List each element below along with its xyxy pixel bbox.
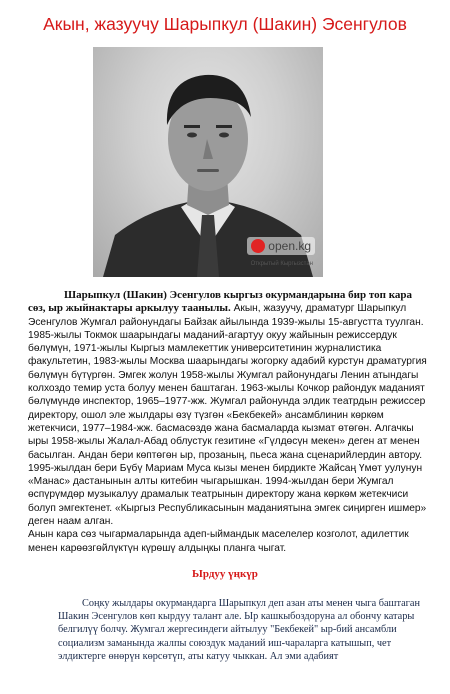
article-paragraph: Соңку жылдары окурмандарга Шарыпкул деп азан аты менен чыга баштаган Шакин Эсенгулов көп кырдуу талант але. Ыр кашкыбоздоруна ал обончу катары белгилүү болчу. Жумгал жергесиндеги айтылуу "Бекбекей" ыр-бий ансамбли социализм заманында жалпы союздук маданий иш-чараларга катышып, чет элдиктерге өнөрүн көрсөтүп, аты катуу чыккан. Ал эми адабият [58,598,420,662]
open-kg-icon [251,239,265,253]
section-title: Ырдуу үңкүр [192,568,258,580]
article-text [58,597,420,663]
page-title: Акын, жазуучу Шарыпкул (Шакин) Эсенгулов [43,14,407,34]
watermark-subtitle: Открытый Кыргызстан [250,261,313,267]
watermark-brand: open.kg [268,239,311,253]
portrait-photo [93,47,323,277]
watermark-logo [247,237,315,255]
biography-lead: Шарыпкул (Шакин) Эсенгулов кыргыз окурмандарына бир топ кара сөз, ыр жыйнактары аркылуу таанылы. [28,289,413,315]
biography-text [28,289,430,555]
biography-closing: Анын кара сөз чыгармаларында адеп-ыймандык маселелер козголот, адилеттик менен карөөзгөйлүктүн күрөшү алдыңкы планга чыгат. [28,529,409,554]
biography-body: Акын, жазуучу, драматург Шарыпкул Эсенгулов Жумгал районундагы Байзак айылында 1939-жылы 15-августта туулган. 1985-жылы Токмок шаарындагы маданий-агартуу окуу жайынын режиссердук бөлүмүн, 1971-жылы Кыргыз мамлекеттик университетинин журналистика факультетин, 1983-жылы Москва шаарындагы жогорку адабий курстун драматургия бөлүмүн бүтүргөн. Эмгек жолун 1958-жылы Жумгал районундагы Ленин атындагы колхоздо темир уста болуу менен баштаган. 1963-жылы Кочкор райондук маданият бөлүмүндө инспектор, 1965–1977-жж. Жумгал районунда элдик театрдын режиссер директору, ошол эле жылдары өзү түзгөн «Бекбекей» ансамблинин көркөм жетекчиси, 1977–1984-жж. басмасөздө жана басмаларда кызмат өтөгөн. Алгачкы ыры 1958-жылы Жалал-Абад облустук гезитине «Гүлдөсүн мекен» деген ат менен басылган. Андан бери көптөгөн ыр, прозаның, пьеса жана сценарийлердин автору. 1995-жылдан бери Бүбү Мариам Муса кызы менен бирдикте Жайсаң Үмөт уулунун «Манас» дастанынын алты китебин чыгарышкан. 1994-жылдан бери Жумгал өспүрүмдөр музыкалуу драмалык театрынын директору жана көркөм жетекчиси болуп эмгектенет. «Кыргыз Республикасынын маданиятына эмгек сиңирген ишмер» деген наам алган. [28,303,427,528]
